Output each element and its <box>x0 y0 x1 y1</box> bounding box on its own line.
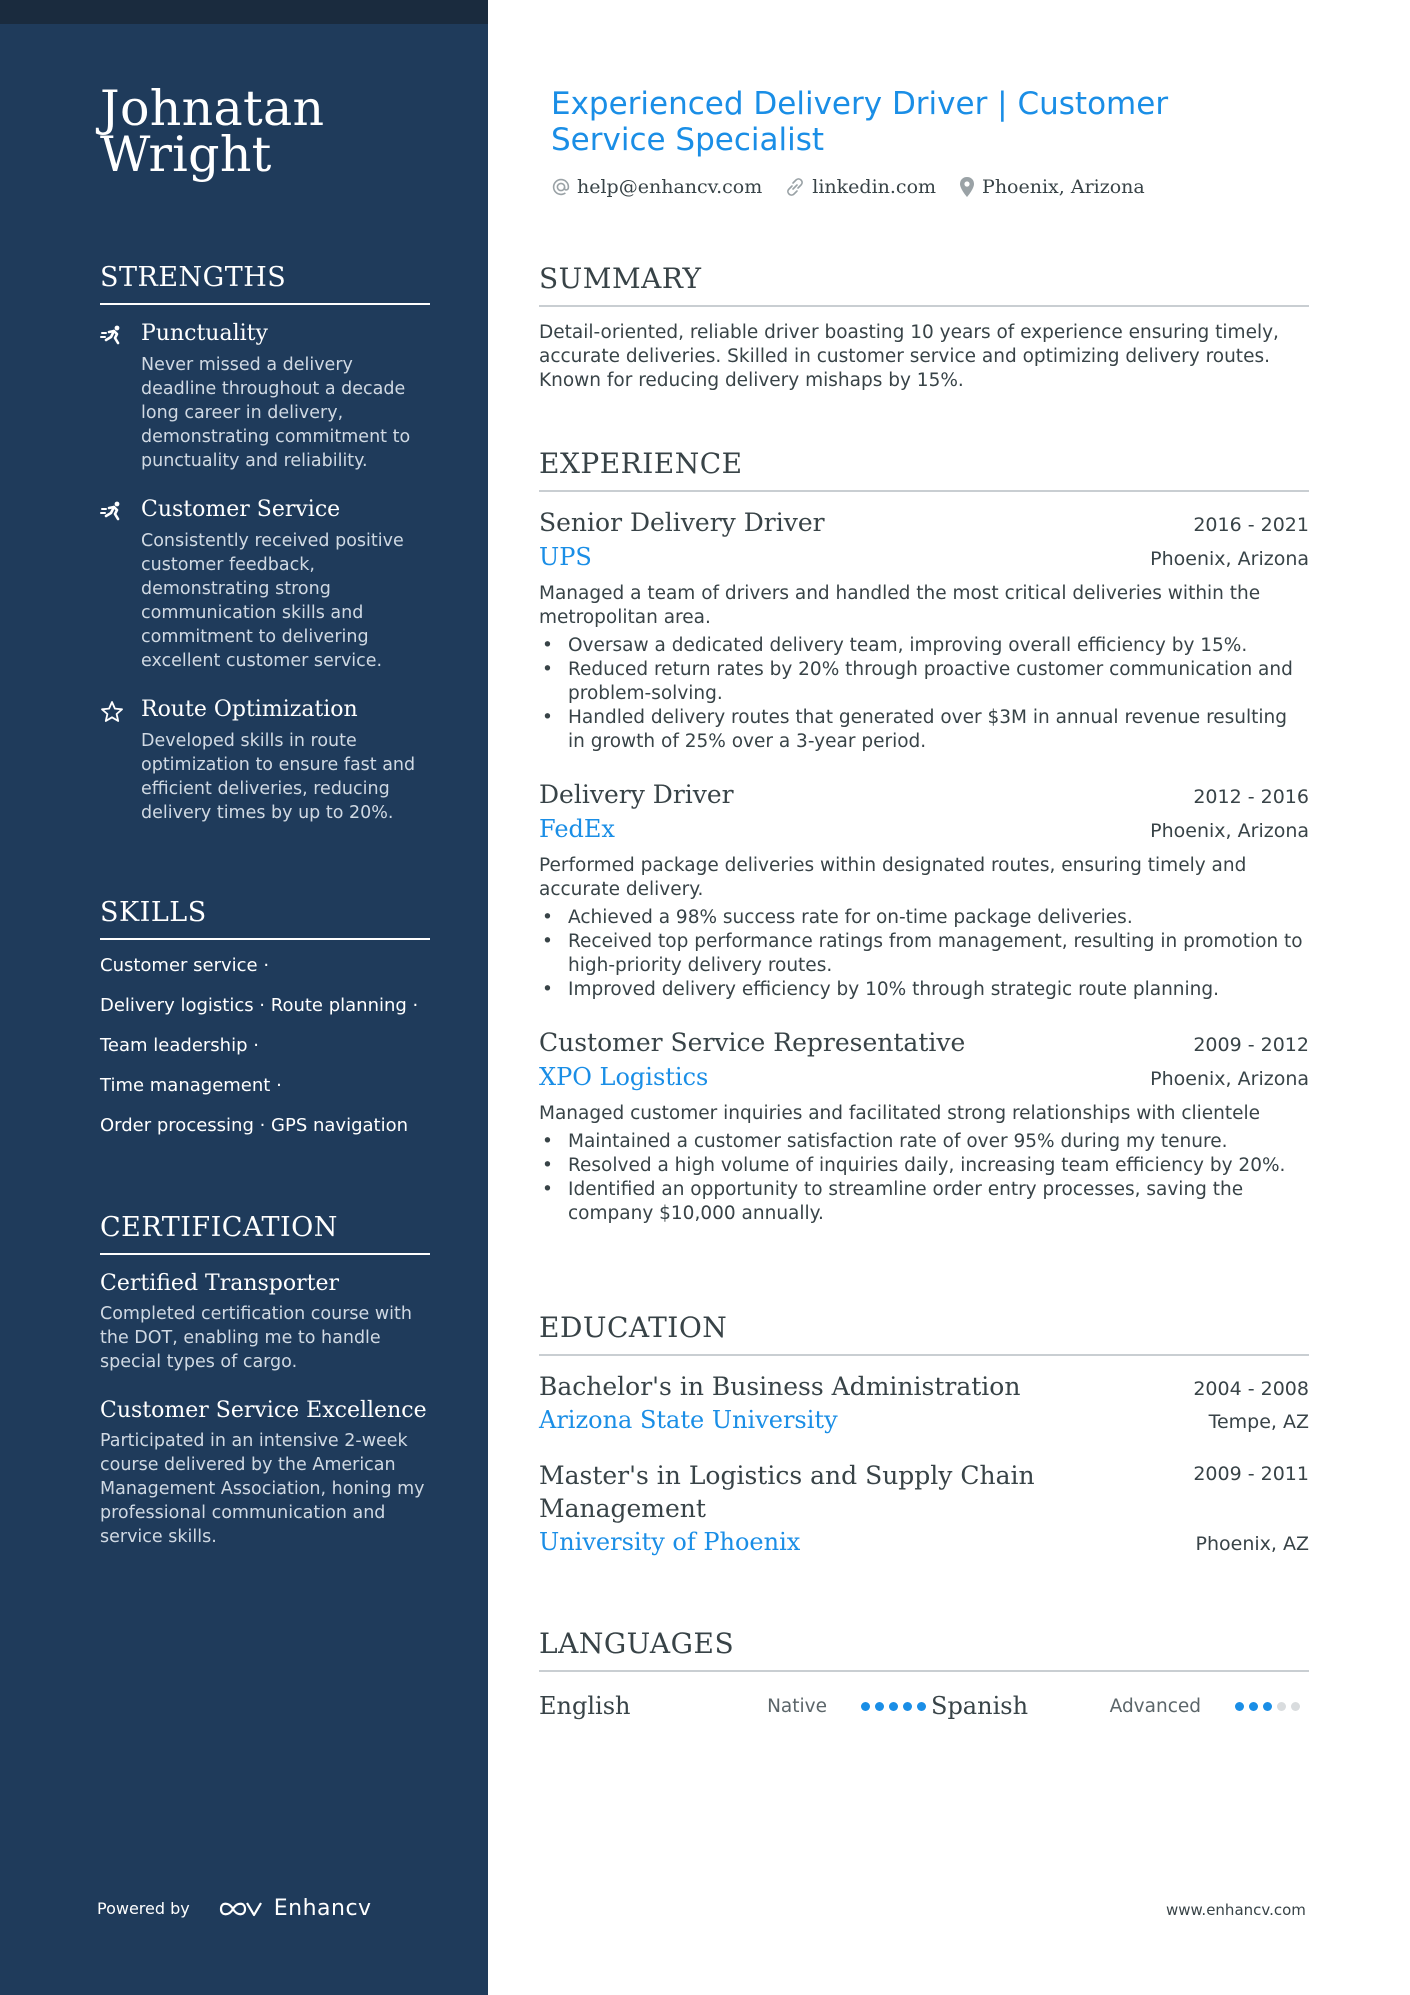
language-item <box>539 1692 931 1720</box>
language-rating <box>861 1702 931 1711</box>
job-entry <box>539 1026 1309 1226</box>
contact-info <box>551 176 1167 198</box>
rating-dot-filled <box>1263 1702 1272 1711</box>
strength-item <box>100 319 430 473</box>
rating-dot-filled <box>917 1702 926 1711</box>
sidebar-top-bar <box>0 0 488 24</box>
language-rating <box>1235 1702 1305 1711</box>
rating-dot-filled <box>1235 1702 1244 1711</box>
job-dates: 2016 - 2021 <box>1193 514 1309 536</box>
skills-heading: SKILLS <box>100 897 430 940</box>
job-description: Performed package deliveries within designated routes, ensuring timely and accurate delivery. <box>539 855 1247 900</box>
job-description: Managed customer inquiries and facilitated strong relationships with clientele <box>539 1103 1261 1124</box>
job-bullet: • Oversaw a dedicated delivery team, improving overall efficiency by 15%. <box>539 634 1309 658</box>
education-section <box>539 1311 1309 1581</box>
job-location: Phoenix, Arizona <box>1150 1068 1309 1090</box>
map-pin-icon <box>958 176 976 198</box>
job-bullet: • Improved delivery efficiency by 10% through strategic route planning. <box>539 978 1309 1002</box>
job-bullets <box>539 1130 1309 1226</box>
linkedin-text: linkedin.com <box>812 176 937 198</box>
education-location: Phoenix, AZ <box>1195 1533 1309 1555</box>
language-name: English <box>539 1692 631 1720</box>
languages-heading: LANGUAGES <box>539 1627 1309 1672</box>
certification-description: Completed certification course with the DOT, enabling me to handle special types of cargo. <box>100 1304 412 1372</box>
star-icon <box>100 700 124 724</box>
rating-dot-empty <box>1277 1702 1286 1711</box>
skill-row: Delivery logistics · Route planning · <box>100 995 419 1016</box>
summary-heading: SUMMARY <box>539 262 1309 307</box>
job-bullet: • Achieved a 98% success rate for on-time package deliveries. <box>539 906 1309 930</box>
education-entry <box>539 1459 1309 1559</box>
rating-dot-empty <box>1291 1702 1300 1711</box>
education-entry <box>539 1370 1309 1437</box>
location-text: Phoenix, Arizona <box>982 176 1145 198</box>
powered-by <box>97 1896 372 1921</box>
job-title: Customer Service Representative <box>539 1028 966 1057</box>
rating-dot-filled <box>861 1702 870 1711</box>
job-entry <box>539 506 1309 754</box>
languages-section <box>539 1627 1309 1726</box>
strength-title: Customer Service <box>141 497 341 522</box>
email-text: help@enhancv.com <box>577 176 763 198</box>
education-school: Arizona State University <box>539 1406 838 1434</box>
powered-by-label: Powered by <box>97 1899 190 1918</box>
enhancv-logo[interactable] <box>218 1896 372 1921</box>
education-heading: EDUCATION <box>539 1311 1309 1356</box>
strengths-heading: STRENGTHS <box>100 262 430 305</box>
job-dates: 2009 - 2012 <box>1193 1034 1309 1056</box>
job-dates: 2012 - 2016 <box>1193 786 1309 808</box>
job-company: UPS <box>539 543 592 571</box>
job-bullet: • Reduced return rates by 20% through proactive customer communication and problem-solving. <box>539 658 1309 706</box>
fast-run-icon <box>100 324 124 348</box>
strength-description: Developed skills in route optimization to ensure fast and efficient deliveries, reducing delivery times by up to 20%. <box>141 731 416 823</box>
strengths-section <box>100 262 430 847</box>
fast-run-icon <box>100 500 124 524</box>
strength-title: Punctuality <box>141 321 268 346</box>
education-dates: 2009 - 2011 <box>1193 1463 1309 1485</box>
job-company: FedEx <box>539 815 615 843</box>
job-entry <box>539 778 1309 1002</box>
strength-item <box>100 495 430 673</box>
certification-title: Customer Service Excellence <box>100 1398 427 1423</box>
headline: Experienced Delivery Driver | Customer Service Specialist <box>551 86 1169 158</box>
rating-dot-filled <box>875 1702 884 1711</box>
rating-dot-filled <box>1249 1702 1258 1711</box>
rating-dot-filled <box>903 1702 912 1711</box>
certification-section <box>100 1212 430 1571</box>
job-bullets <box>539 634 1309 754</box>
certification-item <box>100 1396 430 1549</box>
certification-description: Participated in an intensive 2-week course delivered by the American Management Association, honing my professional communication and service skills. <box>100 1431 425 1547</box>
job-bullet: • Identified an opportunity to streamline order entry processes, saving the company $10,000 annually. <box>539 1178 1309 1226</box>
job-location: Phoenix, Arizona <box>1150 548 1309 570</box>
candidate-name: Johnatan Wright <box>100 80 325 183</box>
contact-location <box>958 176 1145 198</box>
contact-linkedin[interactable] <box>784 176 936 198</box>
job-bullet: • Handled delivery routes that generated over $3M in annual revenue resulting in growth of 25% over a 3-year period. <box>539 706 1309 754</box>
language-level: Native <box>767 1695 827 1717</box>
certification-item <box>100 1269 430 1374</box>
contact-email[interactable] <box>551 176 762 198</box>
link-icon <box>784 177 806 197</box>
rating-dot-filled <box>889 1702 898 1711</box>
strength-description: Never missed a delivery deadline throughout a decade long career in delivery, demonstrating commitment to punctuality and reliability. <box>141 355 411 471</box>
education-degree: Master's in Logistics and Supply Chain Management <box>539 1461 1035 1523</box>
enhancv-brand-name: Enhancv <box>273 1896 372 1921</box>
education-dates: 2004 - 2008 <box>1193 1378 1309 1400</box>
skill-row: Time management · <box>100 1075 282 1096</box>
experience-section <box>539 447 1309 1250</box>
job-title: Delivery Driver <box>539 780 734 809</box>
education-degree: Bachelor's in Business Administration <box>539 1372 1021 1401</box>
skills-section <box>100 897 430 1154</box>
experience-heading: EXPERIENCE <box>539 447 1309 492</box>
job-company: XPO Logistics <box>539 1063 709 1091</box>
summary-text: Detail-oriented, reliable driver boasting 10 years of experience ensuring timely, accurate deliveries. Skilled in customer service and optimizing delivery routes. Known for reducing delivery mishaps by 15%. <box>539 322 1279 391</box>
languages-row <box>539 1686 1309 1726</box>
strength-title: Route Optimization <box>141 697 358 722</box>
education-location: Tempe, AZ <box>1208 1411 1309 1433</box>
job-bullet: • Maintained a customer satisfaction rate of over 95% during my tenure. <box>539 1130 1309 1154</box>
certification-heading: CERTIFICATION <box>100 1212 430 1255</box>
strength-description: Consistently received positive customer feedback, demonstrating strong communication skills and commitment to delivering excellent customer service. <box>141 531 404 671</box>
language-level: Advanced <box>1109 1695 1201 1717</box>
job-bullet: • Resolved a high volume of inquiries daily, increasing team efficiency by 20%. <box>539 1154 1309 1178</box>
strength-item <box>100 695 430 825</box>
job-location: Phoenix, Arizona <box>1150 820 1309 842</box>
enhancv-logo-icon <box>218 1898 264 1920</box>
job-bullets <box>539 906 1309 1002</box>
language-item <box>931 1692 1309 1720</box>
certification-title: Certified Transporter <box>100 1271 340 1296</box>
summary-section <box>539 262 1309 393</box>
skill-row: Order processing · GPS navigation <box>100 1115 409 1136</box>
job-title: Senior Delivery Driver <box>539 508 825 537</box>
language-name: Spanish <box>931 1692 1029 1720</box>
job-description: Managed a team of drivers and handled the most critical deliveries within the metropolitan area. <box>539 583 1261 628</box>
skill-row: Team leadership · <box>100 1035 259 1056</box>
footer-url[interactable]: www.enhancv.com <box>1166 1901 1306 1919</box>
education-school: University of Phoenix <box>539 1528 801 1556</box>
skill-row: Customer service · <box>100 955 270 976</box>
job-bullet: • Received top performance ratings from management, resulting in promotion to high-priority delivery routes. <box>539 930 1309 978</box>
at-sign-icon <box>551 177 571 197</box>
